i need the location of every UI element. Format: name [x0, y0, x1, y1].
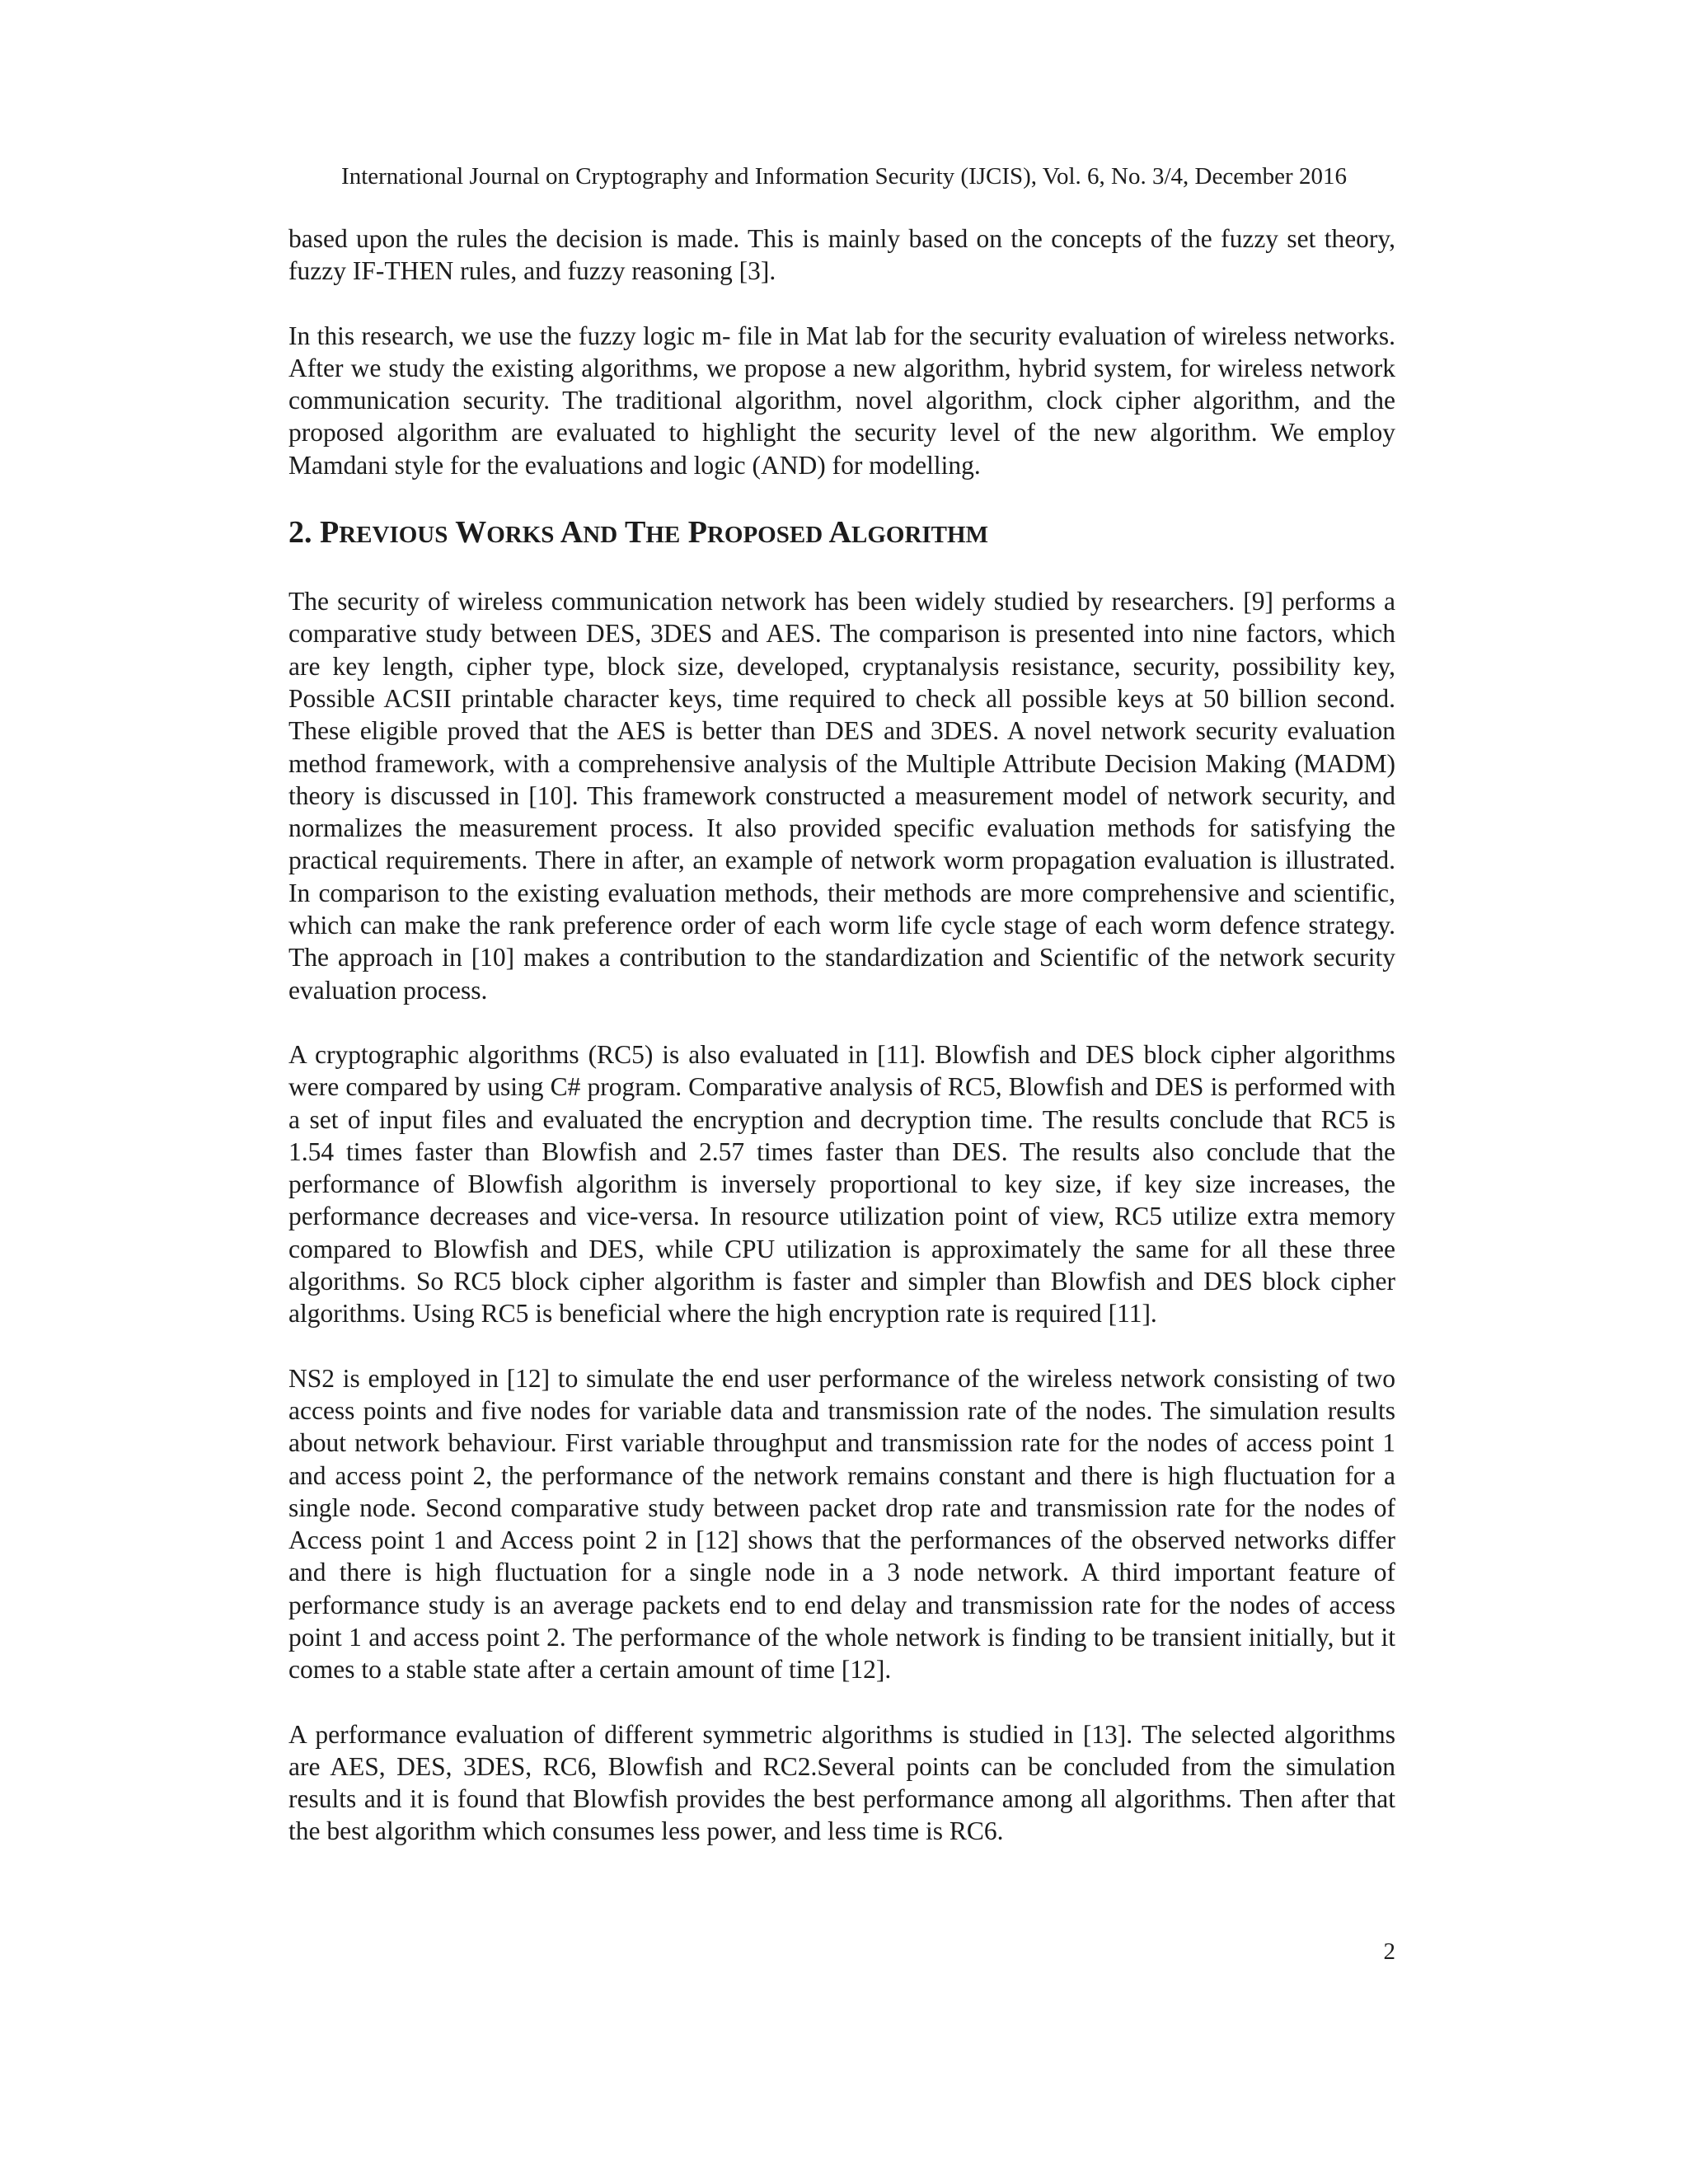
- heading-word: AND: [560, 515, 618, 551]
- page-body: [288, 223, 1395, 1880]
- paragraph-fuzzy-rules: based upon the rules the decision is made. This is mainly based on the concepts of the fuzzy set theory, fuzzy IF-THEN rules, and fuzzy reasoning [3].: [288, 224, 1395, 286]
- heading-word: PREVIOUS: [320, 515, 448, 551]
- section-heading: [288, 513, 1395, 554]
- paragraph-ns2-simulation: NS2 is employed in [12] to simulate the end user performance of the wireless network consisting of two access points and five nodes for variable data and transmission rate of the nodes. The simulation results about network behaviour. First variable throughput and transmission rate for the nodes of access point 1 and access point 2, the performance of the network remains constant and there is high fluctuation for a single node. Second comparative study between packet drop rate and transmission rate for the nodes of Access point 1 and Access point 2 in [12] shows that the performances of the observed networks differ and there is high fluctuation for a single node in a 3 node network. A third important feature of performance study is an average packets end to end delay and transmission rate for the nodes of access point 1 and access point 2. The performance of the whole network is finding to be transient initially, but it comes to a stable state after a certain amount of time [12].: [288, 1363, 1395, 1685]
- running-header: International Journal on Cryptography and Information Security (IJCIS), Vol. 6, No. 3/4, December 2016: [341, 163, 1347, 190]
- paragraph-des-aes-comparison: The security of wireless communication network has been widely studied by researchers. [9] performs a comparative study between DES, 3DES and AES. The comparison is presented into nine factors, which are key length, cipher type, block size, developed, cryptanalysis resistance, security, possibility key, Possible ACSII printable character keys, time required to check all possible keys at 50 billion second. These eligible proved that the AES is better than DES and 3DES. A novel network security evaluation method framework, with a comprehensive analysis of the Multiple Attribute Decision Making (MADM) theory is discussed in [10]. This framework constructed a measurement model of network security, and normalizes the measurement process. It also provided specific evaluation methods for satisfying the practical requirements. There in after, an example of network worm propagation evaluation is illustrated. In comparison to the existing evaluation methods, their methods are more comprehensive and scientific, which can make the rank preference order of each worm life cycle stage of each worm defence strategy. The approach in [10] makes a contribution to the standardization and Scientific of the network security evaluation process.: [288, 587, 1395, 1005]
- paragraph-research-overview: In this research, we use the fuzzy logic m- file in Mat lab for the security evaluation of wireless networks. After we study the existing algorithms, we propose a new algorithm, hybrid system, for wireless network communication security. The traditional algorithm, novel algorithm, clock cipher algorithm, and the proposed algorithm are evaluated to highlight the security level of the new algorithm. We employ Mamdani style for the evaluations and logic (AND) for modelling.: [288, 321, 1395, 480]
- heading-word: ALGORITHM: [828, 515, 988, 551]
- section-number: 2.: [288, 515, 320, 551]
- page-number: 2: [1383, 1938, 1395, 1965]
- paragraph-rc5-evaluation: A cryptographic algorithms (RC5) is also evaluated in [11]. Blowfish and DES block cipher algorithms were compared by using C# program. Comparative analysis of RC5, Blowfish and DES is performed with a set of input files and evaluated the encryption and decryption time. The results conclude that RC5 is 1.54 times faster than Blowfish and 2.57 times faster than DES. The results also conclude that the performance of Blowfish algorithm is inversely proportional to key size, if key size increases, the performance decreases and vice-versa. In resource utilization point of view, RC5 utilize extra memory compared to Blowfish and DES, while CPU utilization is approximately the same for all these three algorithms. So RC5 block cipher algorithm is faster and simpler than Blowfish and DES block cipher algorithms. Using RC5 is beneficial where the high encryption rate is required [11].: [288, 1039, 1395, 1329]
- heading-word: THE: [624, 515, 681, 551]
- paragraph-symmetric-algorithms: A performance evaluation of different symmetric algorithms is studied in [13]. The selected algorithms are AES, DES, 3DES, RC6, Blowfish and RC2.Several points can be concluded from the simulation results and it is found that Blowfish provides the best performance among all algorithms. Then after that the best algorithm which consumes less power, and less time is RC6.: [288, 1719, 1395, 1846]
- heading-word: WORKS: [455, 515, 555, 551]
- heading-word: PROPOSED: [687, 515, 823, 551]
